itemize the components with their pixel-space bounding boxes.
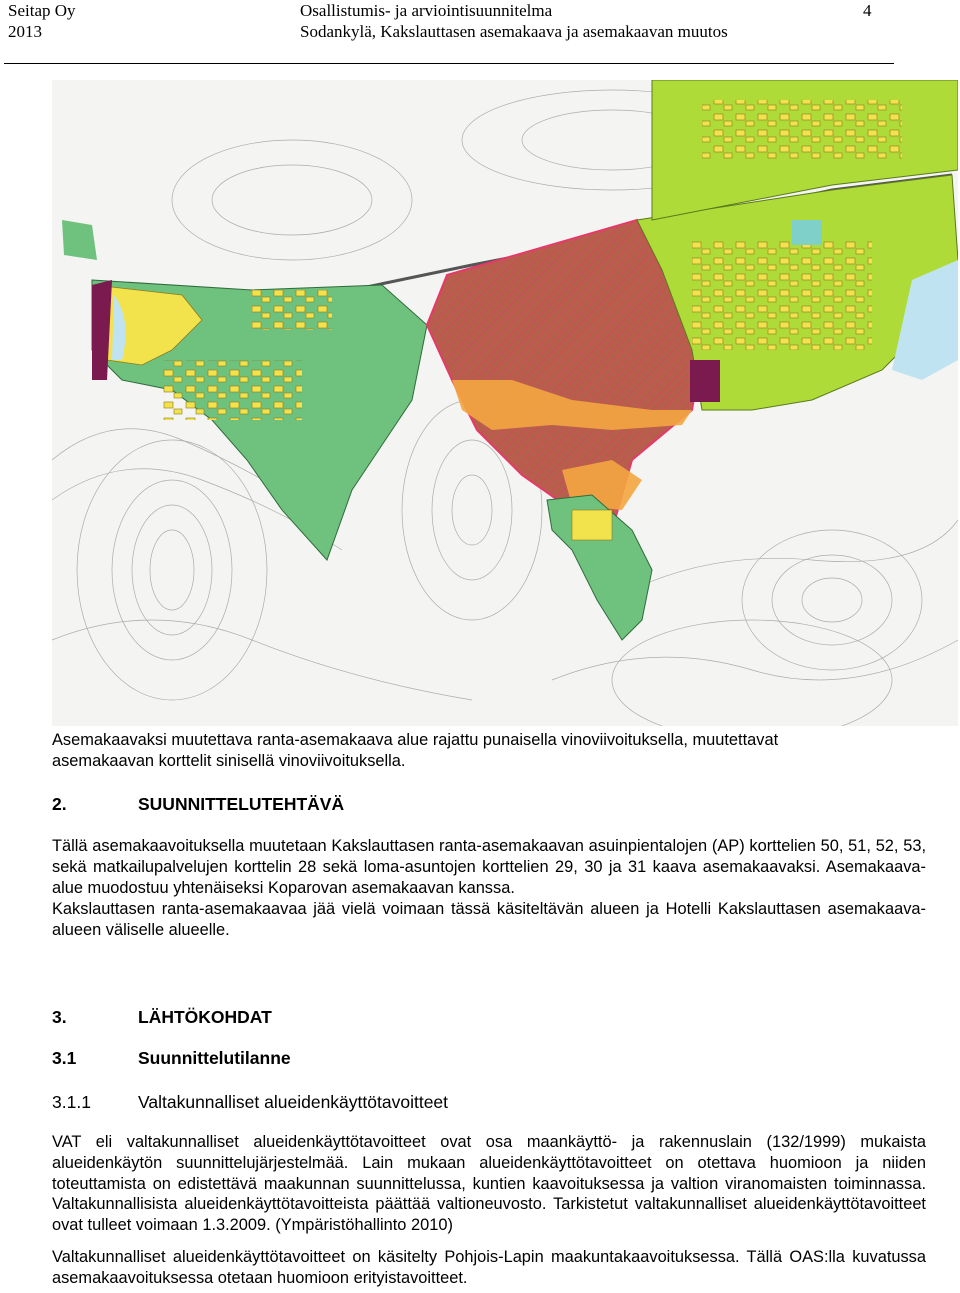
map-caption-line-2: asemakaavan korttelit sinisellä vinoviivoituksella. [52,751,406,770]
section-2-paragraph-1: Tällä asemakaavoituksella muutetaan Kakslauttasen ranta-asemakaavan asuinpientalojen (AP) korttelien 50, 51, 52, 53, sekä matkailupalvelujen korttelin 28 sekä loma-asuntojen korttelien 29, 30 ja 31 kaava asemakaavaksi. Asemakaava-alue muodostuu yhtenäiseksi Koparovan asemakaavan kanssa. [52,837,926,897]
zoning-map-image [52,80,958,726]
subsection-3-1-number: 3.1 [52,1048,77,1068]
subsection-3-1-1-number: 3.1.1 [52,1092,91,1112]
subsection-3-1-1-title: Valtakunnalliset alueidenkäyttötavoitteet [138,1092,449,1112]
section-2-number: 2. [52,794,67,814]
map-caption [52,730,926,772]
subsection-3-1-title: Suunnittelutilanne [138,1048,291,1068]
right-purple-block [690,360,720,402]
section-3-number: 3. [52,1007,67,1027]
section-2-paragraph-2: Kakslauttasen ranta-asemakaavaa jää vielä voimaan tässä käsiteltävän alueen ja Hotelli Kakslauttasen asemakaava-alueen väliselle alueelle. [52,900,926,939]
top-left-green [62,220,97,260]
section-2-title: SUUNNITTELUTEHTÄVÄ [138,794,345,814]
document-subtitle: Sodankylä, Kakslauttasen asemakaava ja asemakaavan muutos [300,22,728,41]
page-number: 4 [863,1,872,20]
header-rule [4,63,894,64]
year: 2013 [8,22,42,41]
company-name: Seitap Oy [8,1,76,20]
section-3-paragraph-2: Valtakunnalliset alueidenkäyttötavoitteet on käsitelty Pohjois-Lapin maakuntakaavoituksessa. Tällä OAS:lla kuvatussa asemakaavoituksessa otetaan huomioon erityistavoitteet. [52,1248,926,1287]
section-3-title: LÄHTÖKOHDAT [138,1007,272,1027]
map-caption-line-1: Asemakaavaksi muutettava ranta-asemakaava alue rajattu punaisella vinoviivoituksella, muutettavat [52,731,779,749]
document-title: Osallistumis- ja arviointisuunnitelma [300,1,553,20]
section-3-paragraph-1: VAT eli valtakunnalliset alueidenkäyttötavoitteet ovat osa maankäyttö- ja rakennuslain (132/1999) mukaista alueidenkäytön suunnittelujärjestelmää. Lain mukaan alueidenkäyttötavoitteet on otettava huomioon ja niiden toteuttamista on edistettävä maakunnan suunnittelussa, kuntien kaavoituksessa ja valtion viranomaisten toiminnassa. Valtakunnallisista alueidenkäyttötavoitteista päättää valtioneuvosto. Tarkistetut valtakunnalliset alueidenkäyttötavoitteet ovat tulleet voimaan 1.3.2009. (Ympäristöhallinto 2010) [52,1133,926,1235]
